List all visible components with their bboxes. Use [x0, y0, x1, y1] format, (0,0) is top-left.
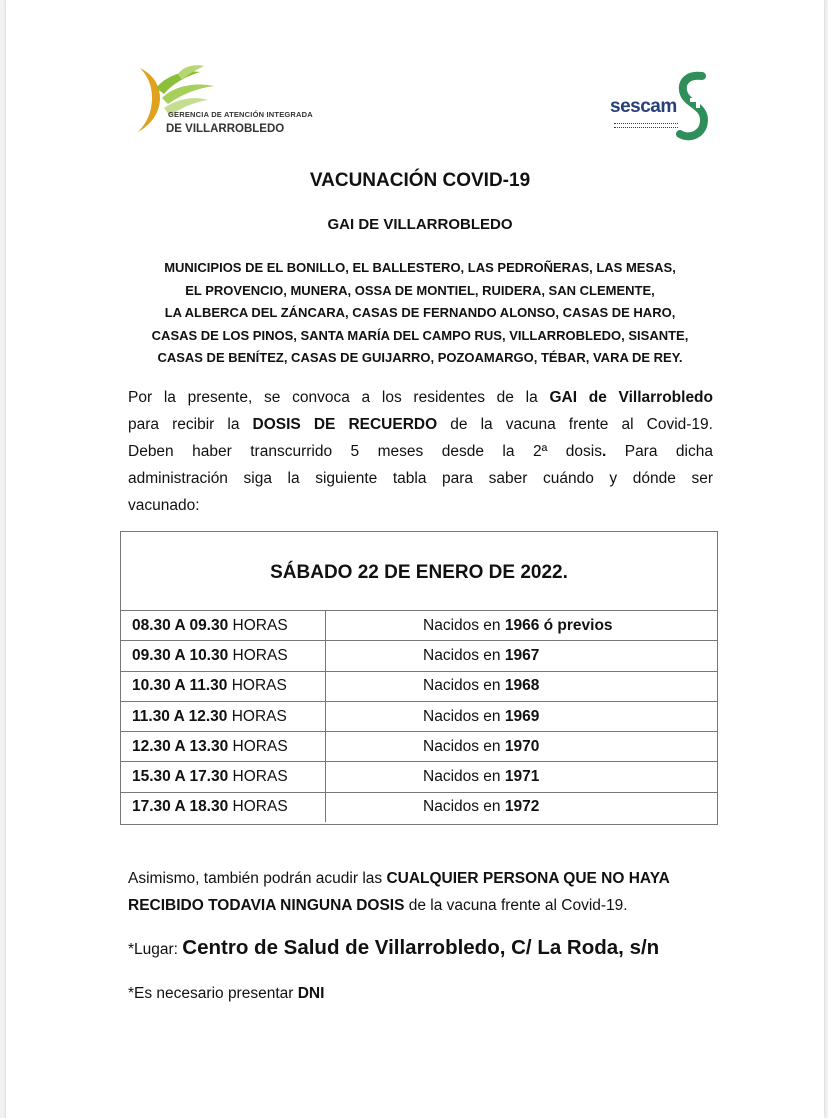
cohort-cell — [326, 732, 718, 762]
time-cell — [121, 641, 326, 671]
time-range: 15.30 A 17.30 — [132, 768, 229, 786]
intro-line: administración siga la siguiente tabla para saber cuándo y dónde ser — [128, 470, 713, 487]
table-row — [121, 611, 717, 641]
cohort-prefix: Nacidos en — [423, 707, 505, 725]
schedule-date: SÁBADO 22 DE ENERO DE 2022. — [270, 562, 568, 583]
cohort-prefix: Nacidos en — [423, 646, 505, 664]
table-row — [121, 762, 717, 792]
cohort-prefix: Nacidos en — [423, 737, 505, 755]
intro-highlight: GAI de Villarrobledo — [549, 389, 713, 406]
intro-line — [128, 438, 713, 465]
dni-requirement — [128, 985, 324, 1003]
also-line — [128, 865, 714, 892]
also-paragraph — [128, 865, 714, 919]
intro-text: para recibir la — [128, 416, 253, 433]
cohort-year: 1967 — [504, 646, 540, 664]
also-highlight: CUALQUIER PERSONA QUE NO HAYA — [386, 870, 670, 887]
intro-line — [128, 384, 713, 411]
sescam-subtitle-mark — [614, 123, 678, 128]
cohort-cell — [326, 641, 718, 671]
time-range: 08.30 A 09.30 — [132, 616, 229, 634]
municipalities-line: MUNICIPIOS DE EL BONILLO, EL BALLESTERO, LAS PEDROÑERAS, LAS MESAS, — [164, 260, 676, 275]
location-line — [128, 936, 659, 960]
time-unit: HORAS — [228, 768, 288, 786]
intro-text: Por la presente, se convoca a los residentes de la — [128, 389, 550, 406]
municipalities-line: CASAS DE LOS PINOS, SANTA MARÍA DEL CAMPO RUS, VILLARROBLEDO, SISANTE, — [151, 327, 689, 343]
intro-text: Para dicha — [606, 443, 713, 460]
municipalities-line: CASAS DE BENÍTEZ, CASAS DE GUIJARRO, POZOAMARGO, TÉBAR, VARA DE REY. — [157, 350, 683, 365]
location-value: Centro de Salud de Villarrobledo, C/ La Roda, s/n — [182, 936, 660, 959]
time-range: 17.30 A 18.30 — [132, 798, 229, 816]
time-unit: HORAS — [228, 798, 288, 816]
table-row — [121, 641, 717, 671]
also-text: Asimismo, también podrán acudir las — [128, 870, 387, 887]
intro-line: vacunado: — [128, 497, 200, 514]
intro-paragraph — [128, 384, 713, 519]
time-cell — [121, 671, 326, 701]
schedule-box — [120, 531, 718, 825]
time-range: 10.30 A 11.30 — [132, 677, 228, 695]
time-cell — [121, 762, 326, 792]
cohort-prefix: Nacidos en — [423, 616, 505, 634]
time-cell — [121, 701, 326, 731]
gai-logo-line1: GERENCIA DE ATENCIÓN INTEGRADA — [168, 110, 313, 119]
time-range: 09.30 A 10.30 — [132, 646, 229, 664]
intro-text: de la vacuna frente al Covid-19. — [437, 416, 713, 433]
time-unit: HORAS — [227, 707, 287, 725]
cohort-year: 1971 — [504, 768, 540, 786]
time-range: 11.30 A 12.30 — [132, 707, 228, 725]
dni-label: *Es necesario presentar — [128, 985, 298, 1002]
document-page — [6, 0, 824, 1118]
dni-value: DNI — [297, 985, 325, 1002]
also-line — [128, 892, 714, 919]
time-unit: HORAS — [228, 646, 288, 664]
cohort-year: 1966 ó previos — [504, 616, 613, 634]
cohort-prefix: Nacidos en — [423, 768, 505, 786]
sescam-logo — [610, 68, 720, 148]
intro-text: Deben haber transcurrido 5 meses desde la 2ª dosis — [128, 443, 602, 460]
cohort-year: 1972 — [504, 798, 540, 816]
cohort-year: 1969 — [504, 707, 540, 725]
time-cell — [121, 611, 326, 641]
table-row — [121, 792, 717, 822]
cohort-cell — [326, 762, 718, 792]
time-cell — [121, 732, 326, 762]
intro-highlight: DOSIS DE RECUERDO — [252, 416, 438, 433]
table-row — [121, 732, 717, 762]
location-label: *Lugar: — [128, 941, 183, 958]
cohort-cell — [326, 671, 718, 701]
cohort-year: 1970 — [504, 737, 540, 755]
gai-logo-line2: DE VILLARROBLEDO — [166, 123, 285, 135]
gai-logo — [134, 64, 313, 144]
table-row — [121, 671, 717, 701]
time-unit: HORAS — [228, 616, 288, 634]
cohort-prefix: Nacidos en — [423, 677, 505, 695]
time-unit: HORAS — [227, 677, 287, 695]
cohort-cell — [326, 792, 718, 822]
table-row — [121, 701, 717, 731]
also-text: de la vacuna frente al Covid-19. — [404, 897, 628, 914]
municipalities-line: EL PROVENCIO, MUNERA, OSSA DE MONTIEL, RUIDERA, SAN CLEMENTE, — [185, 282, 655, 298]
cohort-cell — [326, 611, 718, 641]
cohort-prefix: Nacidos en — [423, 798, 505, 816]
also-highlight: RECIBIDO TODAVIA NINGUNA DOSIS — [128, 897, 405, 914]
intro-line — [128, 411, 713, 438]
sescam-wordmark: sescam — [610, 96, 677, 117]
page-subtitle: GAI DE VILLARROBLEDO — [327, 216, 513, 233]
sescam-s-logo-icon — [676, 68, 710, 148]
municipalities-list — [6, 257, 828, 370]
municipalities-line: LA ALBERCA DEL ZÁNCARA, CASAS DE FERNANDO ALONSO, CASAS DE HARO, — [164, 305, 676, 320]
schedule-table — [121, 610, 717, 822]
intro-highlight: . — [601, 443, 607, 460]
time-cell — [121, 792, 326, 822]
time-unit: HORAS — [228, 737, 288, 755]
time-range: 12.30 A 13.30 — [132, 737, 229, 755]
cohort-cell — [326, 701, 718, 731]
cohort-year: 1968 — [504, 677, 540, 695]
page-title: VACUNACIÓN COVID-19 — [309, 170, 531, 191]
